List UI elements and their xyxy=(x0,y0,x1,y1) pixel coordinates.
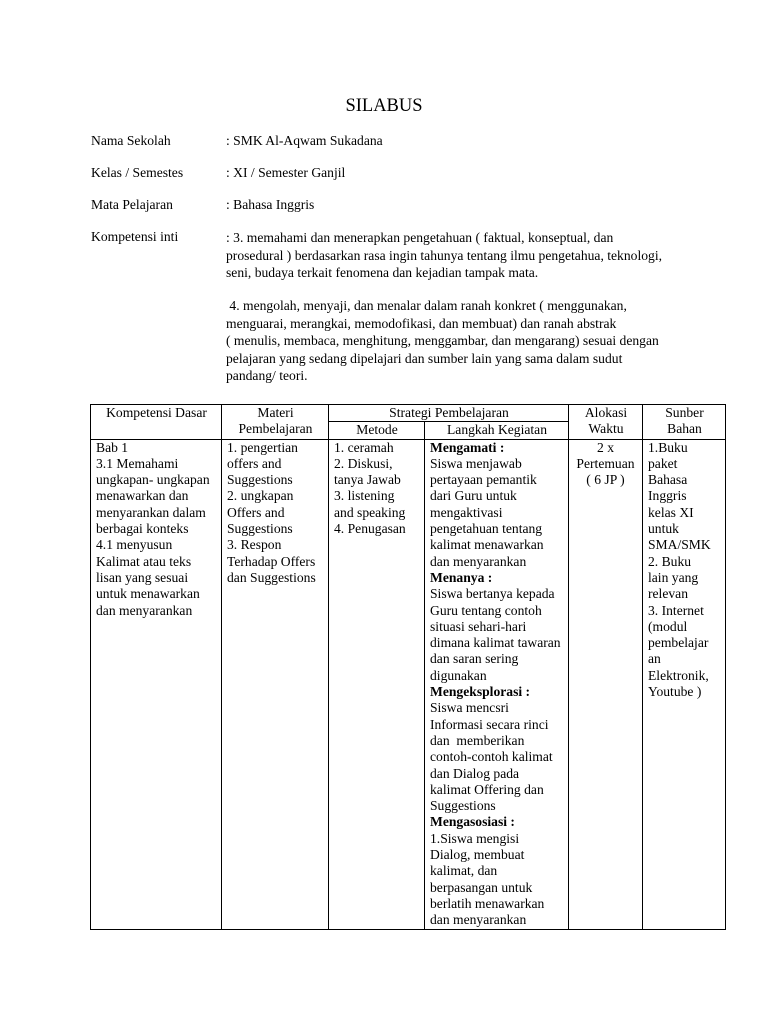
step-heading-menanya: Menanya : xyxy=(430,569,493,585)
cell-line: Siswa mencsri xyxy=(430,700,509,716)
cell-line: Suggestions xyxy=(430,798,496,814)
cell-line: lain yang xyxy=(648,569,699,585)
header-line: Pembelajaran xyxy=(238,421,313,437)
materi-cell xyxy=(222,439,329,929)
cell-line: Bab 1 xyxy=(96,439,129,455)
cell-line: Suggestions xyxy=(227,472,293,488)
text-line: prosedural ) berdasarkan rasa ingin tahunya tentang ilmu pengetahua, teknologi, xyxy=(226,247,662,263)
cell-line: 4. Penugasan xyxy=(334,521,406,537)
cell-line: Guru tentang contoh xyxy=(430,602,542,618)
cell-line: dan Dialog pada xyxy=(430,765,520,781)
cell-line: kelas XI xyxy=(648,504,694,520)
cell-line: 1.Siswa mengisi xyxy=(430,830,520,846)
cell-line: 2 x xyxy=(597,439,614,455)
cell-line: 1. pengertian xyxy=(227,439,298,455)
alokasi-cell xyxy=(569,439,643,929)
langkah-cell xyxy=(425,439,569,929)
cell-line: mengaktivasi xyxy=(430,504,503,520)
cell-line: 2. ungkapan xyxy=(227,488,294,504)
cell-line: tanya Jawab xyxy=(334,472,401,488)
cell-line: Informasi secara rinci xyxy=(430,716,549,732)
cell-line: Inggris xyxy=(648,488,687,504)
header-metode: Metode xyxy=(329,422,425,439)
syllabus-table xyxy=(90,404,726,930)
step-heading-mengamati: Mengamati : xyxy=(430,439,505,455)
sumber-cell xyxy=(643,439,726,929)
text-line: pelajaran yang sedang dipelajari dan sumber lain yang sama dalam sudut xyxy=(226,350,623,366)
cell-line: ( 6 JP ) xyxy=(586,472,625,488)
cell-line: Offers and xyxy=(227,504,285,520)
cell-line: 3.1 Memahami xyxy=(96,455,179,471)
cell-line: situasi sehari-hari xyxy=(430,618,527,634)
text-line: 4. mengolah, menyaji, dan menalar dalam ranah konkret ( menggunakan, xyxy=(226,298,627,313)
cell-line: contoh-contoh kalimat xyxy=(430,749,553,765)
subject-value: : Bahasa Inggris xyxy=(226,197,315,212)
cell-line: untuk menawarkan xyxy=(96,586,200,602)
header-line: Alokasi xyxy=(584,405,628,420)
header-line: Sunber xyxy=(665,405,704,420)
kd-cell xyxy=(91,439,222,929)
metode-cell xyxy=(329,439,425,929)
cell-line: an xyxy=(648,651,661,667)
cell-line: digunakan xyxy=(430,667,487,683)
header-langkah: Langkah Kegiatan xyxy=(425,422,569,439)
cell-line: pertayaan pemantik xyxy=(430,472,537,488)
cell-line: Youtube ) xyxy=(648,684,702,700)
header-line: Waktu xyxy=(588,421,624,437)
cell-line: menawarkan dan xyxy=(96,488,189,504)
cell-line: 3. Internet xyxy=(648,602,704,618)
cell-line: Suggestions xyxy=(227,521,293,537)
cell-line: menyarankan dalam xyxy=(96,504,206,520)
text-line: seni, budaya terkait fenomena dan kejadian tampak mata. xyxy=(226,265,539,280)
core-competence-label: Kompetensi inti xyxy=(91,229,179,244)
cell-line: and speaking xyxy=(334,504,406,520)
cell-line: berbagai konteks xyxy=(96,521,189,537)
cell-line: 3. listening xyxy=(334,488,395,504)
table-row xyxy=(91,439,726,929)
cell-line: Siswa bertanya kepada xyxy=(430,586,555,602)
cell-line: 1.Buku xyxy=(648,439,688,455)
cell-line: offers and xyxy=(227,455,282,471)
header-line: Bahan xyxy=(667,421,702,437)
cell-line: dan menyarankan xyxy=(96,602,193,618)
core-competence-4 xyxy=(226,297,686,385)
cell-line: Pertemuan xyxy=(576,455,635,471)
cell-line: paket xyxy=(648,455,678,471)
header-alokasi xyxy=(569,405,643,440)
cell-line: 1. ceramah xyxy=(334,439,394,455)
cell-line: Bahasa xyxy=(648,472,688,488)
cell-line: Siswa menjawab xyxy=(430,455,522,471)
class-label: Kelas / Semestes xyxy=(91,165,184,180)
subject-label: Mata Pelajaran xyxy=(91,197,173,212)
cell-line: dan saran sering xyxy=(430,651,519,667)
cell-line: berpasangan untuk xyxy=(430,879,533,895)
school-value: : SMK Al-Aqwam Sukadana xyxy=(226,133,383,148)
cell-line: dan memberikan xyxy=(430,732,525,748)
cell-line: dari Guru untuk xyxy=(430,488,517,504)
cell-line: dan menyarankan xyxy=(430,912,527,928)
cell-line: pembelajar xyxy=(648,635,709,651)
cell-line: dan Suggestions xyxy=(227,569,316,585)
cell-line: kalimat Offering dan xyxy=(430,781,544,797)
cell-line: lisan yang sesuai xyxy=(96,569,189,585)
text-line: pandang/ teori. xyxy=(226,368,308,383)
cell-line: berlatih menawarkan xyxy=(430,895,545,911)
text-line: ( menulis, membaca, menghitung, menggambar, dan mengarang) sesuai dengan xyxy=(226,333,659,348)
header-materi xyxy=(222,405,329,440)
step-heading-mengeksplorasi: Mengeksplorasi : xyxy=(430,684,531,700)
header-strategi: Strategi Pembelajaran xyxy=(329,405,569,422)
header-row xyxy=(91,405,726,422)
cell-line: 2. Buku xyxy=(648,553,692,569)
header-sumber xyxy=(643,405,726,440)
cell-line: Kalimat atau teks xyxy=(96,553,192,569)
text-line: menguarai, merangkai, memodofikasi, dan membuat) dan ranah abstrak xyxy=(226,315,617,331)
school-label: Nama Sekolah xyxy=(91,133,171,148)
text-line: : 3. memahami dan menerapkan pengetahuan ( faktual, konseptual, dan xyxy=(226,230,614,245)
cell-line: dan menyarankan xyxy=(430,553,527,569)
cell-line: SMA/SMK xyxy=(648,537,711,553)
cell-line: pengetahuan tentang xyxy=(430,521,543,537)
header-kd: Kompetensi Dasar xyxy=(91,405,222,440)
cell-line: ungkapan- ungkapan xyxy=(96,472,210,488)
cell-line: kalimat, dan xyxy=(430,863,498,879)
cell-line: Dialog, membuat xyxy=(430,847,525,863)
cell-line: Terhadap Offers xyxy=(227,553,316,569)
core-competence-3 xyxy=(226,229,686,282)
cell-line: (modul xyxy=(648,618,688,634)
cell-line: dimana kalimat tawaran xyxy=(430,635,561,651)
cell-line: 4.1 menyusun xyxy=(96,537,173,553)
cell-line: relevan xyxy=(648,586,688,602)
cell-line: 3. Respon xyxy=(227,537,282,553)
step-heading-mengasosiasi: Mengasosiasi : xyxy=(430,814,515,830)
header-line: Materi xyxy=(257,405,294,420)
document-title: SILABUS xyxy=(345,96,423,116)
cell-line: Elektronik, xyxy=(648,667,709,683)
class-value: : XI / Semester Ganjil xyxy=(226,165,346,180)
cell-line: 2. Diskusi, xyxy=(334,455,393,471)
cell-line: kalimat menawarkan xyxy=(430,537,544,553)
cell-line: untuk xyxy=(648,521,679,537)
